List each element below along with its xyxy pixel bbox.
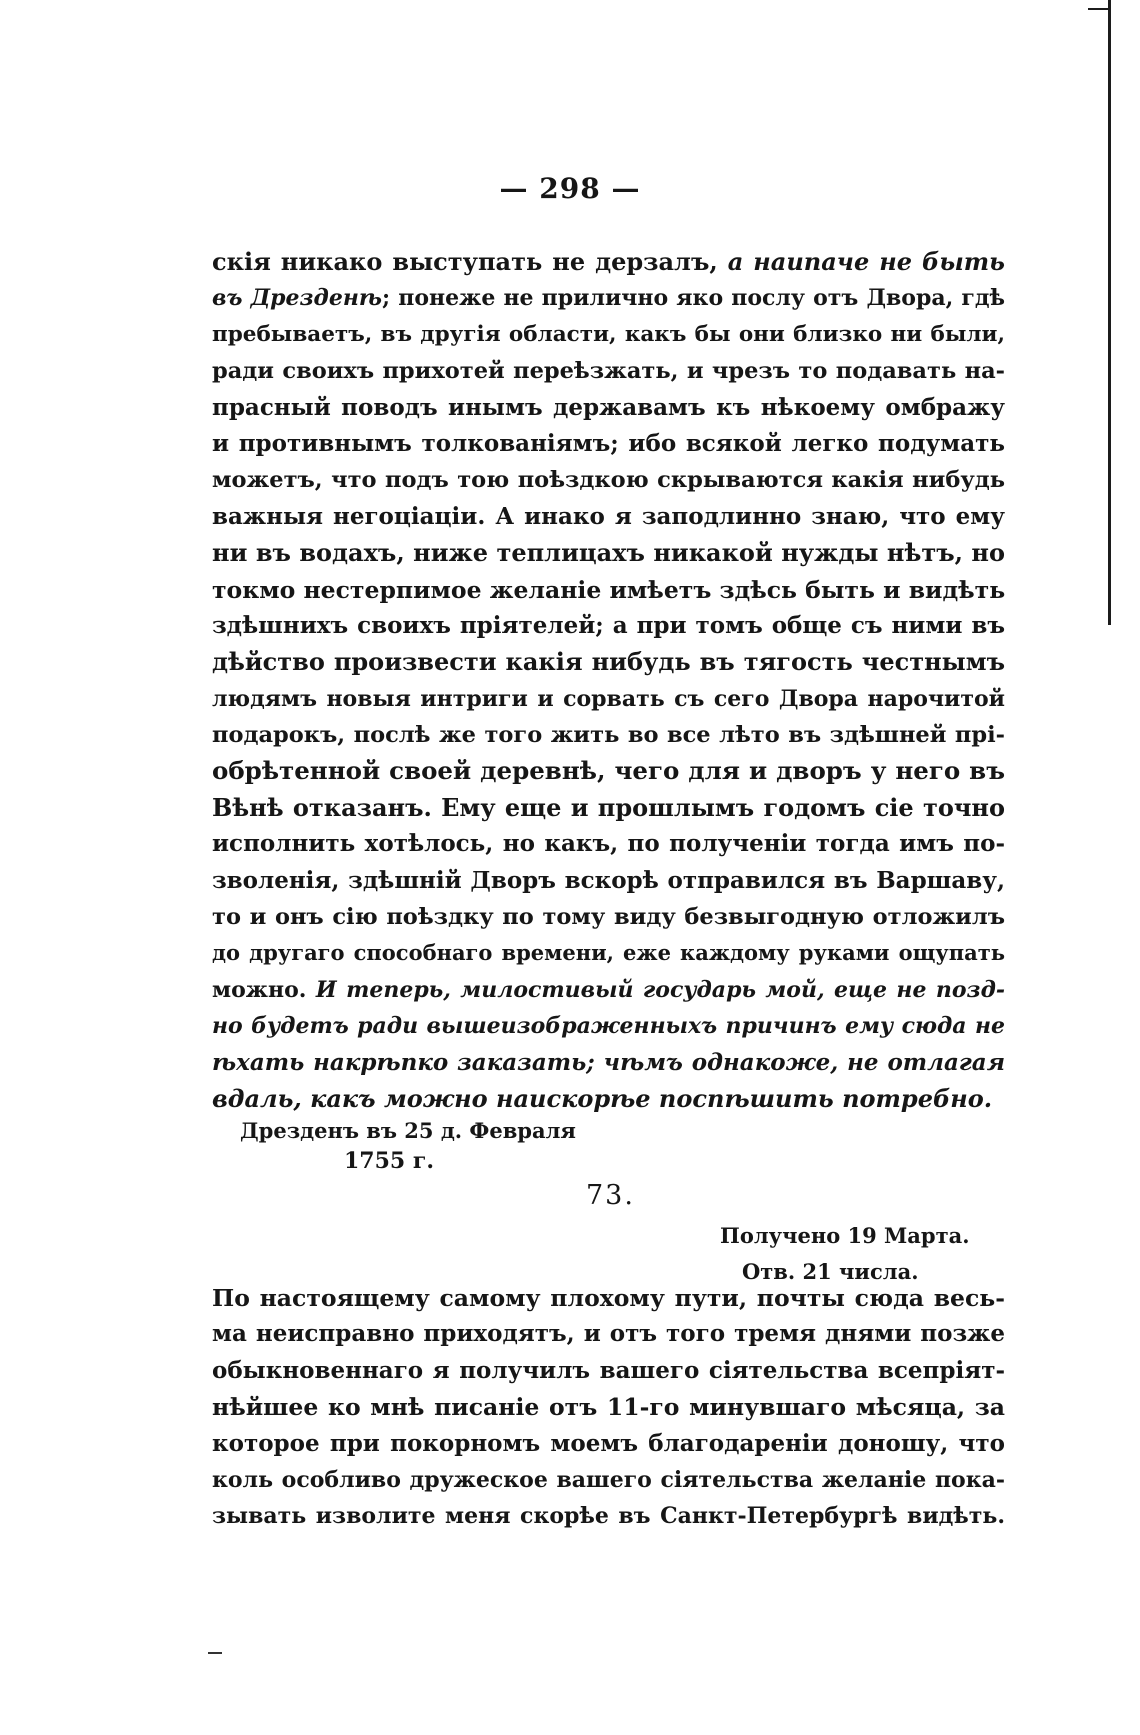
text-line: подарокъ, послѣ же того жить во все лѣто въ здѣшней прі-: [212, 722, 1005, 749]
text-line: здѣшнихъ своихъ пріятелей; а при томъ обще съ ними въ: [212, 611, 1005, 639]
text-line: можно. И теперь, милостивый государь мой, еще не позд-: [212, 976, 1005, 1003]
text-line: нѣйшее ко мнѣ писаніе отъ 11-го минувшаго мѣсяца, за: [212, 1393, 1005, 1422]
signoff: [240, 1116, 576, 1176]
text-line: скія никако выступать не дерзалъ, а наипаче не быть: [212, 247, 1005, 276]
page-edge-rule: [1108, 0, 1111, 625]
reply-date: Отв. 21 числа.: [742, 1259, 919, 1284]
text-line: вдаль, какъ можно наискорѣе поспѣшить потребно.: [212, 1083, 993, 1113]
text-line: дѣйство произвести какія нибудь въ тягость честнымъ: [212, 647, 1005, 677]
text-line: которое при покорномъ моемъ благодареніи доношу, что: [212, 1429, 1005, 1457]
text-line: По настоящему самому плохому пути, почты сюда весь-: [212, 1284, 1005, 1312]
bottom-mark: [208, 1652, 222, 1654]
text-line: людямъ новыя интриги и сорвать съ сего Двора нарочитой: [212, 685, 1005, 712]
text-line: но будетъ ради вышеизображенныхъ причинъ ему сюда не: [212, 1013, 1005, 1040]
page-number: — 298 —: [499, 172, 641, 205]
text-line: зволенія, здѣшній Дворъ вскорѣ отправился въ Варшаву,: [212, 866, 1005, 894]
signoff-place-date: Дрезденъ въ 25 д. Февраля: [240, 1118, 576, 1143]
letter-number: 73.: [586, 1180, 635, 1211]
text-line: въ Дрезденѣ; понеже не прилично яко послу отъ Двора, гдѣ: [212, 285, 1005, 312]
text-line: прасный поводъ инымъ державамъ къ нѣкоему омбражу: [212, 393, 1005, 421]
paragraph-1: [212, 244, 1005, 1117]
text-line: до другаго способнаго времени, еже каждому руками ощупать: [212, 940, 1005, 966]
text-line: то и онъ сію поѣздку по тому виду безвыгодную отложилъ: [212, 904, 1005, 931]
text-line: исполнить хотѣлось, но какъ, по полученіи тогда имъ по-: [212, 830, 1005, 858]
page-edge-tick: [1088, 8, 1110, 10]
text-line: можетъ, что подъ тою поѣздкою скрываются какія нибудь: [212, 467, 1005, 494]
text-line: токмо нестерпимое желаніе имѣетъ здѣсь быть и видѣть: [212, 575, 1006, 604]
text-line: обрѣтенной своей деревнѣ, чего для и дворъ у него въ: [212, 756, 1005, 786]
text-line: ма неисправно приходятъ, и отъ того тремя днями позже: [212, 1320, 1005, 1348]
text-line: и противнымъ толкованіямъ; ибо всякой легко подумать: [212, 429, 1005, 457]
text-line: Вѣнѣ отказанъ. Ему еще и прошлымъ годомъ сіе точно: [212, 792, 1005, 822]
text-line: коль особливо дружеское вашего сіятельства желаніе пока-: [212, 1466, 1005, 1493]
text-line: ѣхать накрѣпко заказать; чѣмъ однакоже, не отлагая: [212, 1048, 1005, 1076]
received-date: Получено 19 Марта.: [720, 1223, 970, 1248]
text-line: ради своихъ прихотей переѣзжать, и чрезъ то подавать на-: [212, 358, 1005, 385]
text-line: пребываетъ, въ другія области, какъ бы они близко ни были,: [212, 321, 1005, 347]
text-line: важныя негоціаціи. А инако я заподлинно знаю, что ему: [212, 502, 1005, 530]
text-line: обыкновеннаго я получилъ вашего сіятельства всепріят-: [212, 1356, 1005, 1384]
signoff-year: 1755 г.: [344, 1148, 435, 1174]
text-line: ни въ водахъ, ниже теплицахъ никакой нужды нѣтъ, но: [212, 538, 1005, 568]
text-line: зывать изволите меня скорѣе въ Санкт-Петербургѣ видѣть.: [212, 1503, 1005, 1530]
paragraph-2: [212, 1280, 1005, 1535]
